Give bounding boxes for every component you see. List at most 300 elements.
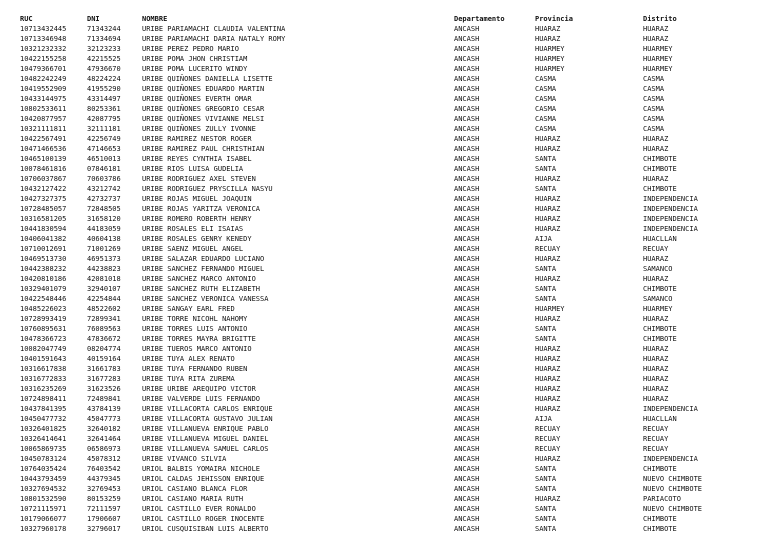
cell-departamento: ANCASH (454, 215, 480, 223)
cell-dni: 31677283 (87, 375, 121, 383)
cell-departamento: ANCASH (454, 515, 480, 523)
cell-nombre: URIBE VILLANUEVA MIGUEL DANIEL (142, 435, 269, 443)
table-row (20, 54, 760, 64)
cell-nombre: URIBE PARIAMACHI DARIA NATALY ROMY (142, 35, 286, 43)
cell-provincia: HUARAZ (535, 455, 561, 463)
cell-departamento: ANCASH (454, 125, 480, 133)
cell-distrito: RECUAY (643, 245, 669, 253)
cell-distrito: HUACLLAN (643, 235, 677, 243)
cell-nombre: URIBE REYES CYNTHIA ISABEL (142, 155, 252, 163)
cell-nombre: URIBE TUYA ALEX RENATO (142, 355, 235, 363)
cell-departamento: ANCASH (454, 505, 480, 513)
cell-departamento: ANCASH (454, 55, 480, 63)
cell-departamento: ANCASH (454, 75, 480, 83)
cell-ruc: 10420810186 (20, 275, 67, 283)
table-row (20, 384, 760, 394)
table-row (20, 464, 760, 474)
cell-provincia: CASMA (535, 95, 557, 103)
cell-ruc: 10321111811 (20, 125, 67, 133)
cell-distrito: SAMANCO (643, 265, 673, 273)
table-row (20, 224, 760, 234)
cell-provincia: HUARAZ (535, 175, 561, 183)
cell-nombre: URIBE SALAZAR EDUARDO LUCIANO (142, 255, 265, 263)
cell-nombre: URIBE RAMIREZ PAUL CHRISTHIAN (142, 145, 265, 153)
cell-provincia: SANTA (535, 185, 557, 193)
table-row (20, 214, 760, 224)
table-row (20, 474, 760, 484)
cell-departamento: ANCASH (454, 95, 480, 103)
cell-ruc: 10465100139 (20, 155, 67, 163)
cell-dni: 32111181 (87, 125, 121, 133)
cell-provincia: SANTA (535, 265, 557, 273)
cell-provincia: HUARAZ (535, 495, 561, 503)
table-row (20, 234, 760, 244)
cell-ruc: 10802533611 (20, 105, 67, 113)
cell-nombre: URIBE URIBE AREQUIPO VICTOR (142, 385, 256, 393)
table-row (20, 494, 760, 504)
cell-dni: 32769453 (87, 485, 121, 493)
cell-dni: 07846181 (87, 165, 121, 173)
table-row (20, 374, 760, 384)
table-body (20, 24, 760, 534)
cell-departamento: ANCASH (454, 395, 480, 403)
cell-nombre: URIBE TORRE NICOHL NAHOMY (142, 315, 248, 323)
cell-provincia: SANTA (535, 295, 557, 303)
cell-ruc: 10082047749 (20, 345, 67, 353)
cell-provincia: HUARAZ (535, 275, 561, 283)
cell-nombre: URIBE TUEROS MARCO ANTONIO (142, 345, 252, 353)
header-provincia: Provincia (535, 15, 573, 23)
cell-nombre: URIBE ROSALES GENRY KENEDY (142, 235, 252, 243)
cell-distrito: HUARMEY (643, 55, 673, 63)
cell-ruc: 10443793459 (20, 475, 67, 483)
cell-dni: 47936670 (87, 65, 121, 73)
cell-dni: 45078312 (87, 455, 121, 463)
cell-provincia: HUARAZ (535, 385, 561, 393)
cell-departamento: ANCASH (454, 425, 480, 433)
cell-distrito: CHIMBOTE (643, 335, 677, 343)
cell-nombre: URIBE QUIÑONES GREGORIO CESAR (142, 105, 265, 113)
cell-departamento: ANCASH (454, 85, 480, 93)
cell-ruc: 10420877957 (20, 115, 67, 123)
cell-distrito: CASMA (643, 115, 665, 123)
cell-nombre: URIBE PARIAMACHI CLAUDIA VALENTINA (142, 25, 286, 33)
table-row (20, 154, 760, 164)
cell-departamento: ANCASH (454, 525, 480, 533)
cell-provincia: RECUAY (535, 425, 561, 433)
cell-provincia: HUARMEY (535, 65, 565, 73)
header-departamento: Departamento (454, 15, 505, 23)
table-row (20, 414, 760, 424)
table-row (20, 434, 760, 444)
cell-dni: 48522602 (87, 305, 121, 313)
cell-distrito: CHIMBOTE (643, 465, 677, 473)
cell-departamento: ANCASH (454, 275, 480, 283)
cell-dni: 17906607 (87, 515, 121, 523)
cell-provincia: HUARAZ (535, 145, 561, 153)
cell-ruc: 10721115971 (20, 505, 67, 513)
cell-nombre: URIBE RODRIGUEZ AXEL STEVEN (142, 175, 256, 183)
cell-distrito: CHIMBOTE (643, 515, 677, 523)
cell-departamento: ANCASH (454, 465, 480, 473)
cell-distrito: CHIMBOTE (643, 325, 677, 333)
cell-dni: 43784139 (87, 405, 121, 413)
cell-dni: 47836672 (87, 335, 121, 343)
table-row (20, 94, 760, 104)
cell-distrito: HUARAZ (643, 25, 669, 33)
cell-provincia: AIJA (535, 235, 552, 243)
cell-ruc: 10427327375 (20, 195, 67, 203)
cell-provincia: HUARAZ (535, 315, 561, 323)
cell-ruc: 10728993419 (20, 315, 67, 323)
table-row (20, 44, 760, 54)
header-nombre: NOMBRE (142, 15, 168, 23)
table-row (20, 454, 760, 464)
cell-provincia: CASMA (535, 85, 557, 93)
table-row (20, 194, 760, 204)
cell-dni: 42256749 (87, 135, 121, 143)
cell-departamento: ANCASH (454, 145, 480, 153)
cell-provincia: HUARMEY (535, 55, 565, 63)
table-row (20, 284, 760, 294)
table-row (20, 444, 760, 454)
cell-dni: 71001269 (87, 245, 121, 253)
cell-ruc: 10713432445 (20, 25, 67, 33)
table-row (20, 74, 760, 84)
cell-dni: 44379345 (87, 475, 121, 483)
cell-distrito: CHIMBOTE (643, 185, 677, 193)
cell-nombre: URIOL CASTILLO ROGER INOCENTE (142, 515, 265, 523)
table-row (20, 504, 760, 514)
cell-distrito: CASMA (643, 95, 665, 103)
cell-dni: 32123233 (87, 45, 121, 53)
cell-departamento: ANCASH (454, 45, 480, 53)
cell-provincia: SANTA (535, 505, 557, 513)
table-row (20, 274, 760, 284)
cell-provincia: HUARAZ (535, 195, 561, 203)
cell-dni: 44183059 (87, 225, 121, 233)
cell-dni: 72111597 (87, 505, 121, 513)
cell-dni: 42254844 (87, 295, 121, 303)
cell-departamento: ANCASH (454, 195, 480, 203)
cell-dni: 32641464 (87, 435, 121, 443)
header-distrito: Distrito (643, 15, 677, 23)
cell-dni: 71343244 (87, 25, 121, 33)
cell-distrito: PARIACOTO (643, 495, 681, 503)
cell-dni: 80153259 (87, 495, 121, 503)
cell-departamento: ANCASH (454, 345, 480, 353)
table-row (20, 524, 760, 534)
cell-distrito: CASMA (643, 75, 665, 83)
cell-dni: 40159164 (87, 355, 121, 363)
table-row (20, 484, 760, 494)
cell-ruc: 10327694532 (20, 485, 67, 493)
cell-dni: 70603786 (87, 175, 121, 183)
cell-dni: 72848505 (87, 205, 121, 213)
cell-ruc: 10441830594 (20, 225, 67, 233)
cell-dni: 40604138 (87, 235, 121, 243)
cell-nombre: URIBE RIOS LUISA GUDELIA (142, 165, 244, 173)
cell-ruc: 10401591643 (20, 355, 67, 363)
table-row (20, 124, 760, 134)
cell-nombre: URIOL CASTILLO EVER RONALDO (142, 505, 256, 513)
cell-dni: 46951373 (87, 255, 121, 263)
cell-provincia: HUARAZ (535, 405, 561, 413)
cell-distrito: CHIMBOTE (643, 165, 677, 173)
cell-dni: 32640182 (87, 425, 121, 433)
cell-nombre: URIBE TUYA FERNANDO RUBEN (142, 365, 248, 373)
cell-dni: 42081018 (87, 275, 121, 283)
data-table (20, 14, 760, 534)
cell-ruc: 10485226023 (20, 305, 67, 313)
cell-departamento: ANCASH (454, 135, 480, 143)
table-row (20, 294, 760, 304)
cell-nombre: URIOL CASIANO BLANCA FLOR (142, 485, 248, 493)
cell-nombre: URIBE RODRIGUEZ PRYSCILLA NASYU (142, 185, 273, 193)
cell-ruc: 10433144975 (20, 95, 67, 103)
table-row (20, 324, 760, 334)
table-row (20, 174, 760, 184)
cell-distrito: HUARAZ (643, 365, 669, 373)
cell-provincia: SANTA (535, 525, 557, 533)
cell-distrito: HUARMEY (643, 65, 673, 73)
cell-provincia: RECUAY (535, 445, 561, 453)
cell-dni: 80253361 (87, 105, 121, 113)
cell-departamento: ANCASH (454, 105, 480, 113)
cell-provincia: SANTA (535, 285, 557, 293)
cell-ruc: 10326414641 (20, 435, 67, 443)
cell-ruc: 10422567491 (20, 135, 67, 143)
cell-nombre: URIBE ROMERO ROBERTH HENRY (142, 215, 252, 223)
cell-provincia: CASMA (535, 115, 557, 123)
cell-ruc: 10471466536 (20, 145, 67, 153)
table-row (20, 134, 760, 144)
cell-departamento: ANCASH (454, 235, 480, 243)
cell-distrito: RECUAY (643, 435, 669, 443)
table-row (20, 344, 760, 354)
cell-nombre: URIOL CALDAS JEHISSON ENRIQUE (142, 475, 265, 483)
cell-departamento: ANCASH (454, 245, 480, 253)
cell-dni: 31623526 (87, 385, 121, 393)
cell-provincia: SANTA (535, 465, 557, 473)
table-row (20, 244, 760, 254)
cell-nombre: URIBE VILLACORTA GUSTAVO JULIAN (142, 415, 273, 423)
cell-provincia: HUARAZ (535, 135, 561, 143)
cell-distrito: HUARAZ (643, 355, 669, 363)
cell-provincia: HUARMEY (535, 305, 565, 313)
cell-ruc: 10713346948 (20, 35, 67, 43)
cell-distrito: INDEPENDENCIA (643, 455, 698, 463)
table-row (20, 114, 760, 124)
table-row (20, 254, 760, 264)
cell-ruc: 10422548446 (20, 295, 67, 303)
cell-nombre: URIBE VILLANUEVA SAMUEL CARLOS (142, 445, 269, 453)
cell-dni: 42215525 (87, 55, 121, 63)
table-row (20, 424, 760, 434)
cell-ruc: 10764035424 (20, 465, 67, 473)
cell-departamento: ANCASH (454, 475, 480, 483)
cell-dni: 42087795 (87, 115, 121, 123)
table-header-row (20, 14, 760, 24)
table-row (20, 24, 760, 34)
cell-distrito: CASMA (643, 125, 665, 133)
cell-ruc: 10710012691 (20, 245, 67, 253)
table-row (20, 514, 760, 524)
cell-distrito: RECUAY (643, 425, 669, 433)
cell-ruc: 10327960178 (20, 525, 67, 533)
cell-distrito: INDEPENDENCIA (643, 205, 698, 213)
cell-distrito: CHIMBOTE (643, 155, 677, 163)
cell-departamento: ANCASH (454, 365, 480, 373)
table-row (20, 164, 760, 174)
cell-departamento: ANCASH (454, 315, 480, 323)
cell-dni: 44238823 (87, 265, 121, 273)
cell-dni: 71334694 (87, 35, 121, 43)
cell-nombre: URIBE QUIÑONES EDUARDO MARTIN (142, 85, 265, 93)
cell-provincia: SANTA (535, 335, 557, 343)
cell-ruc: 10179066077 (20, 515, 67, 523)
cell-ruc: 10728485057 (20, 205, 67, 213)
cell-distrito: NUEVO CHIMBOTE (643, 505, 703, 513)
cell-ruc: 10422155258 (20, 55, 67, 63)
cell-departamento: ANCASH (454, 325, 480, 333)
cell-provincia: HUARAZ (535, 355, 561, 363)
cell-ruc: 10316581205 (20, 215, 67, 223)
table-row (20, 394, 760, 404)
cell-distrito: HUARAZ (643, 385, 669, 393)
cell-nombre: URIBE TORRES LUIS ANTONIO (142, 325, 248, 333)
cell-provincia: HUARAZ (535, 395, 561, 403)
cell-ruc: 10326401825 (20, 425, 67, 433)
cell-distrito: HUARMEY (643, 305, 673, 313)
cell-departamento: ANCASH (454, 185, 480, 193)
cell-dni: 32940107 (87, 285, 121, 293)
cell-dni: 41955290 (87, 85, 121, 93)
cell-departamento: ANCASH (454, 455, 480, 463)
table-row (20, 364, 760, 374)
cell-departamento: ANCASH (454, 435, 480, 443)
cell-distrito: INDEPENDENCIA (643, 215, 698, 223)
cell-nombre: URIBE PEREZ PEDRO MARIO (142, 45, 239, 53)
cell-distrito: NUEVO CHIMBOTE (643, 485, 703, 493)
header-ruc: RUC (20, 15, 33, 23)
cell-distrito: HUARAZ (643, 275, 669, 283)
cell-departamento: ANCASH (454, 155, 480, 163)
cell-departamento: ANCASH (454, 225, 480, 233)
table-row (20, 304, 760, 314)
cell-ruc: 10801532590 (20, 495, 67, 503)
cell-nombre: URIBE VIVANCO SILVIA (142, 455, 227, 463)
cell-departamento: ANCASH (454, 255, 480, 263)
table-row (20, 144, 760, 154)
table-row (20, 204, 760, 214)
table-row (20, 314, 760, 324)
table-row (20, 184, 760, 194)
cell-nombre: URIOL CASIANO MARIA RUTH (142, 495, 244, 503)
cell-provincia: SANTA (535, 165, 557, 173)
cell-distrito: NUEVO CHIMBOTE (643, 475, 703, 483)
cell-distrito: HUARAZ (643, 345, 669, 353)
cell-ruc: 10065869735 (20, 445, 67, 453)
cell-ruc: 10406041382 (20, 235, 67, 243)
cell-dni: 31658120 (87, 215, 121, 223)
cell-departamento: ANCASH (454, 385, 480, 393)
cell-dni: 43212742 (87, 185, 121, 193)
cell-ruc: 10316617838 (20, 365, 67, 373)
cell-ruc: 10437841395 (20, 405, 67, 413)
cell-departamento: ANCASH (454, 265, 480, 273)
cell-dni: 47146653 (87, 145, 121, 153)
cell-ruc: 10316235269 (20, 385, 67, 393)
cell-departamento: ANCASH (454, 65, 480, 73)
cell-distrito: HUACLLAN (643, 415, 677, 423)
cell-distrito: CHIMBOTE (643, 525, 677, 533)
cell-departamento: ANCASH (454, 285, 480, 293)
cell-provincia: HUARAZ (535, 255, 561, 263)
cell-nombre: URIBE VALVERDE LUIS FERNANDO (142, 395, 261, 403)
cell-distrito: INDEPENDENCIA (643, 405, 698, 413)
cell-provincia: HUARAZ (535, 35, 561, 43)
cell-nombre: URIBE SANCHEZ MARCO ANTONIO (142, 275, 256, 283)
cell-nombre: URIBE QUIÑONES ZULLY IVONNE (142, 125, 256, 133)
table-row (20, 354, 760, 364)
cell-departamento: ANCASH (454, 445, 480, 453)
table-row (20, 34, 760, 44)
cell-departamento: ANCASH (454, 485, 480, 493)
cell-ruc: 10479366701 (20, 65, 67, 73)
cell-nombre: URIBE SANCHEZ RUTH ELIZABETH (142, 285, 261, 293)
cell-departamento: ANCASH (454, 115, 480, 123)
cell-distrito: INDEPENDENCIA (643, 195, 698, 203)
cell-provincia: SANTA (535, 475, 557, 483)
cell-provincia: SANTA (535, 485, 557, 493)
cell-nombre: URIBE VILLACORTA CARLOS ENRIQUE (142, 405, 273, 413)
cell-distrito: HUARMEY (643, 45, 673, 53)
cell-distrito: INDEPENDENCIA (643, 225, 698, 233)
cell-nombre: URIBE POMA LUCERITO WINDY (142, 65, 248, 73)
cell-distrito: HUARAZ (643, 255, 669, 263)
cell-dni: 43314497 (87, 95, 121, 103)
cell-distrito: HUARAZ (643, 315, 669, 323)
cell-ruc: 10316772833 (20, 375, 67, 383)
cell-ruc: 10706037867 (20, 175, 67, 183)
cell-ruc: 10329401079 (20, 285, 67, 293)
cell-dni: 45047773 (87, 415, 121, 423)
cell-nombre: URIBE QUIÑONES VIVIANNE MELSI (142, 115, 265, 123)
cell-nombre: URIBE VILLANUEVA ENRIQUE PABLO (142, 425, 269, 433)
cell-nombre: URIBE ROSALES ELI ISAIAS (142, 225, 244, 233)
cell-departamento: ANCASH (454, 405, 480, 413)
cell-provincia: HUARMEY (535, 45, 565, 53)
cell-nombre: URIBE QUIÑONES EVERTH OMAR (142, 95, 252, 103)
cell-provincia: RECUAY (535, 245, 561, 253)
cell-dni: 76089563 (87, 325, 121, 333)
cell-dni: 31661783 (87, 365, 121, 373)
table-row (20, 334, 760, 344)
cell-distrito: CASMA (643, 85, 665, 93)
cell-nombre: URIBE RAMIREZ NESTOR ROGER (142, 135, 252, 143)
cell-provincia: HUARAZ (535, 365, 561, 373)
cell-ruc: 10450477732 (20, 415, 67, 423)
cell-departamento: ANCASH (454, 165, 480, 173)
cell-departamento: ANCASH (454, 495, 480, 503)
cell-distrito: HUARAZ (643, 145, 669, 153)
cell-ruc: 10321232332 (20, 45, 67, 53)
cell-dni: 08204774 (87, 345, 121, 353)
table-row (20, 64, 760, 74)
cell-ruc: 10482242249 (20, 75, 67, 83)
cell-distrito: RECUAY (643, 445, 669, 453)
